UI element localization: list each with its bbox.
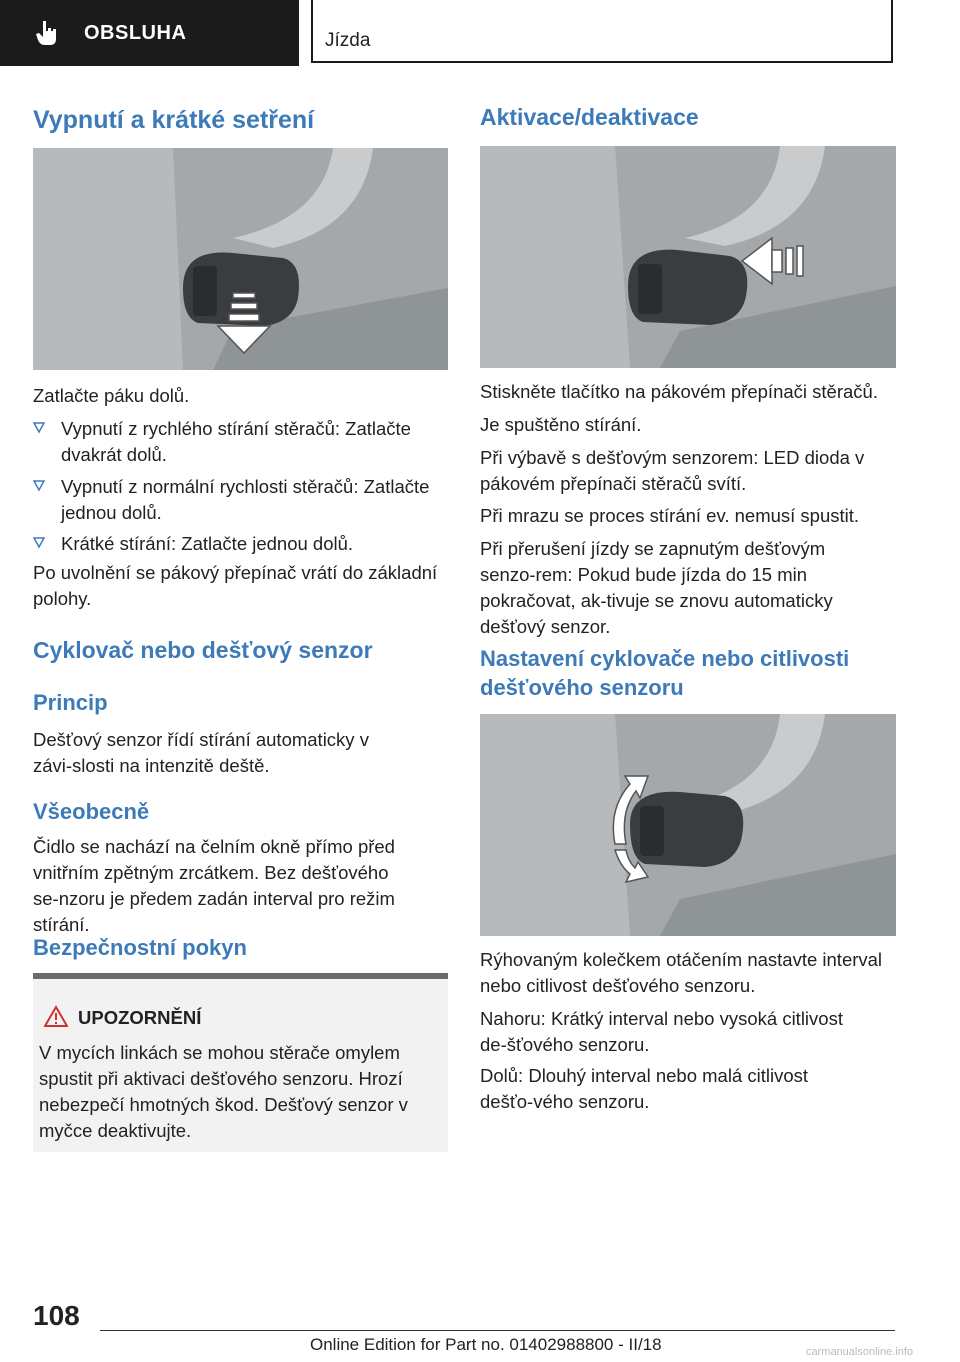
heading-shutoff: Vypnutí a krátké setření <box>33 106 315 134</box>
heading-principle: Princip <box>33 690 108 715</box>
heading-adjust-interval: Nastavení cyklovače nebo citlivosti dešťového senzoru <box>480 646 850 700</box>
chapter-tab <box>0 0 299 66</box>
footer-divider <box>100 1330 895 1331</box>
text-push-down: Zatlačte páku dolů. <box>33 385 190 406</box>
triangle-bullet-icon <box>33 537 45 549</box>
text-general: Čidlo se nachází na čelním okně přímo před vnitřním zpětným zrcátkem. Bez dešťového se‑nzoru je předem zadán interval pro režim stírání. <box>33 836 395 935</box>
warning-title: UPOZORNĚNÍ <box>78 1007 202 1028</box>
text-wheel-adjust: Rýhovaným kolečkem otáčením nastavte interval nebo citlivost dešťového senzoru. <box>480 949 883 996</box>
warning-triangle-icon <box>44 1005 68 1027</box>
heading-activation: Aktivace/deaktivace <box>480 104 699 130</box>
page-number: 108 <box>33 1300 80 1331</box>
section-title: Jízda <box>325 30 371 51</box>
photo-lever-button <box>480 146 896 368</box>
photo-lever-wheel <box>480 714 896 936</box>
edition-text: Online Edition for Part no. 01402988800 - II/18 <box>310 1335 662 1354</box>
text-wiping-started: Je spuštěno stírání. <box>480 414 642 435</box>
text-interrupted-drive: Při přerušení jízdy se zapnutým dešťovým senzo‑rem: Pokud bude jízda do 15 min pokračovat, ak‑tivuje se znovu automaticky dešťový senzor. <box>480 538 833 637</box>
text-return-position: Po uvolnění se pákový přepínač vrátí do základní polohy. <box>33 562 438 609</box>
heading-safety: Bezpečnostní pokyn <box>33 935 247 960</box>
warning-text: V mycích linkách se mohou stěrače omylem spustit při aktivaci dešťového senzoru. Hrozí nebezpečí hmotných škod. Dešťový senzor v myčce deaktivujte. <box>39 1042 408 1141</box>
hand-pointer-icon <box>34 19 62 47</box>
heading-general: Všeobecně <box>33 799 150 824</box>
text-up: Nahoru: Krátký interval nebo vysoká citlivost de‑šťového senzoru. <box>480 1008 843 1055</box>
warning-box <box>33 973 448 1152</box>
photo-lever-down <box>33 148 448 370</box>
text-frost: Při mrazu se proces stírání ev. nemusí spustit. <box>480 505 860 526</box>
text-principle: Dešťový senzor řídí stírání automaticky v závi‑slosti na intenzitě deště. <box>33 729 369 776</box>
text-led-on: Při výbavě s dešťovým senzorem: LED dioda v pákovém přepínači stěračů svítí. <box>480 447 865 494</box>
watermark: carmanualsonline.info <box>806 1346 914 1358</box>
heading-rain-sensor: Cyklovač nebo dešťový senzor <box>33 637 373 663</box>
section-header <box>311 0 893 63</box>
text-down: Dolů: Dlouhý interval nebo malá citlivost dešťo‑vého senzoru. <box>480 1065 809 1112</box>
list-item: Vypnutí z rychlého stírání stěračů: Zatlačte dvakrát dolů. <box>33 416 448 468</box>
triangle-bullet-icon <box>33 480 45 492</box>
text-press-button: Stiskněte tlačítko na pákovém přepínači stěračů. <box>480 381 878 402</box>
chapter-title: OBSLUHA <box>84 21 187 44</box>
triangle-bullet-icon <box>33 422 45 434</box>
list-item: Krátké stírání: Zatlačte jednou dolů. <box>33 531 448 557</box>
list-item: Vypnutí z normální rychlosti stěračů: Zatlačte jednou dolů. <box>33 474 448 526</box>
